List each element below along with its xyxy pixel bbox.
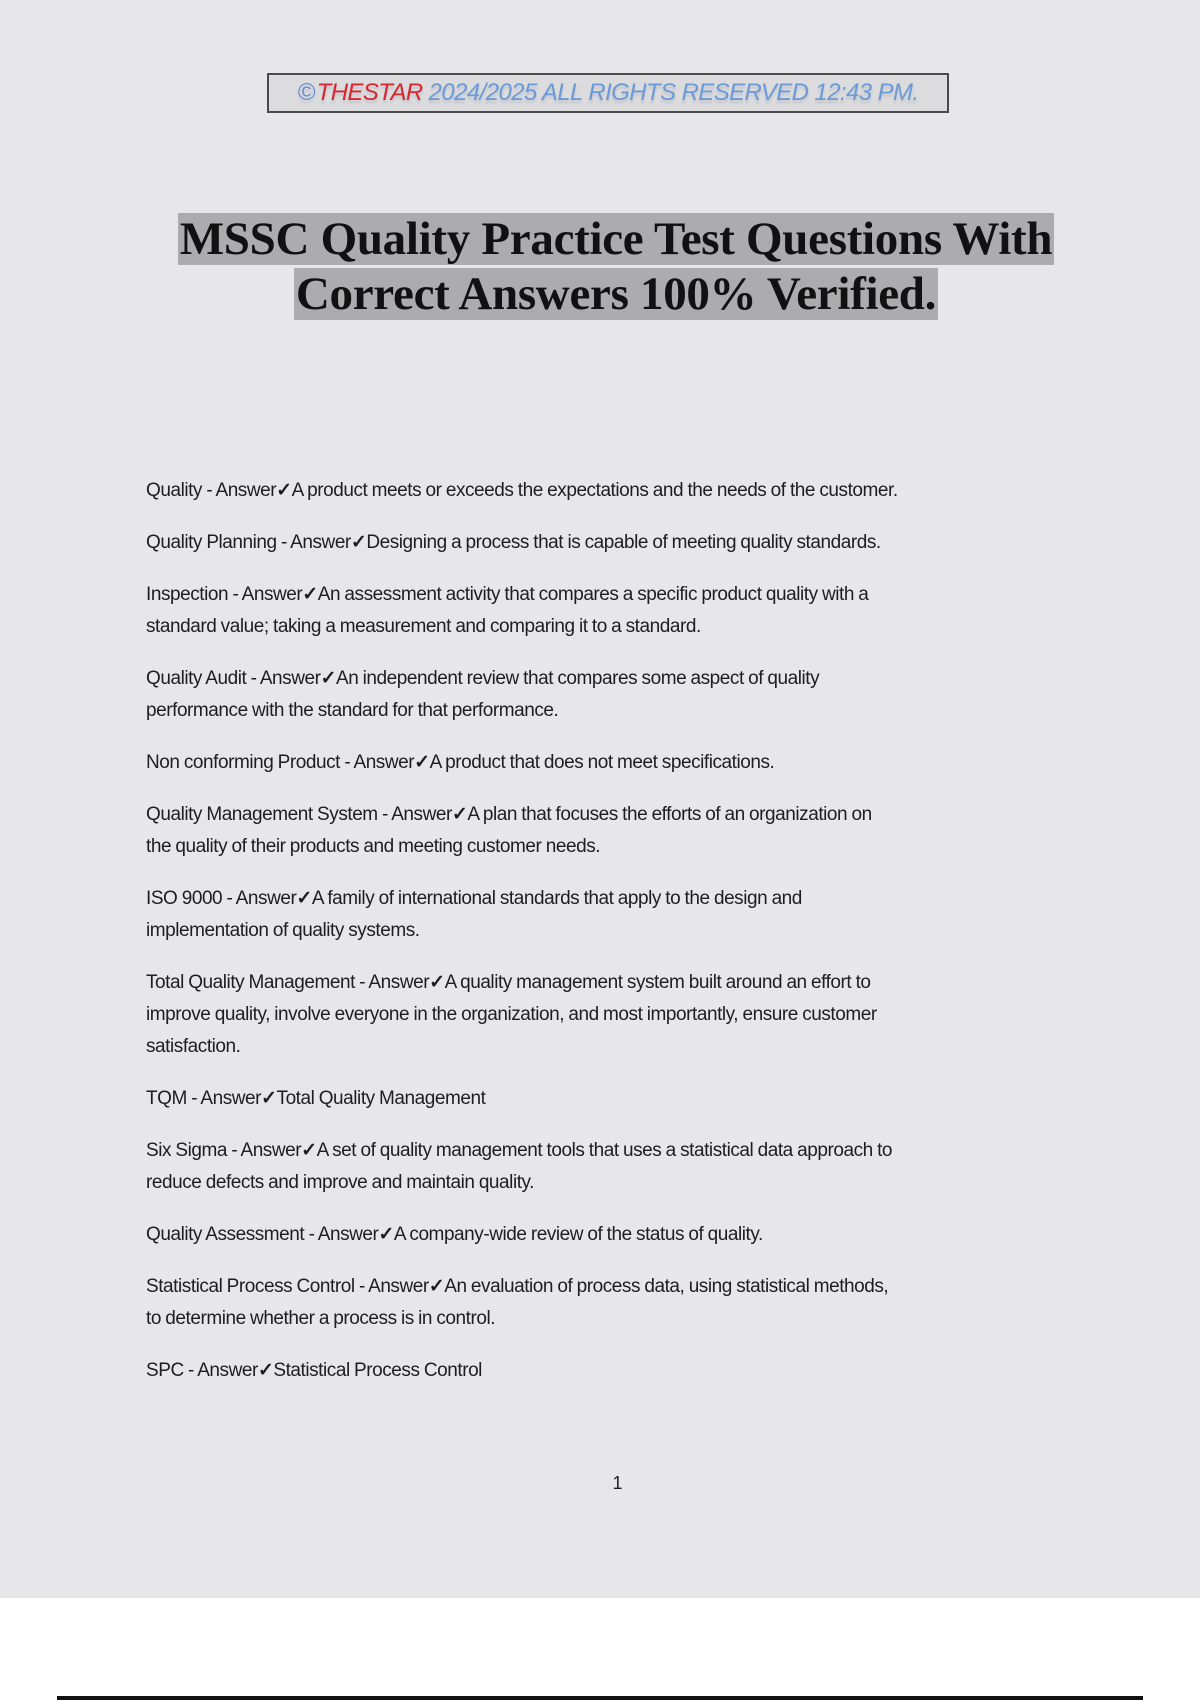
qa-answer-text: A product meets or exceeds the expectations and the needs of the customer. (291, 480, 898, 501)
qa-line (146, 611, 1106, 643)
page-number: 1 (612, 1473, 623, 1493)
answer-label: - Answer (339, 752, 415, 773)
checkmark-icon: ✓ (428, 1276, 445, 1297)
qa-item (146, 747, 1106, 779)
qa-item (146, 1135, 1106, 1199)
answer-label: - Answer (377, 804, 452, 825)
qa-line (146, 747, 1106, 779)
qa-answer-text: performance with the standard for that performance. (146, 700, 559, 721)
qa-answer-text: An independent review that compares some aspect of quality (335, 668, 820, 689)
qa-term: Quality Assessment (146, 1224, 305, 1245)
qa-answer-text: satisfaction. (146, 1036, 241, 1057)
qa-answer-text: reduce defects and improve and maintain quality. (146, 1172, 535, 1193)
answer-label: - Answer (183, 1360, 258, 1381)
qa-term: Total Quality Management (146, 972, 355, 993)
answer-label: - Answer (226, 1140, 302, 1161)
qa-answer-text: An assessment activity that compares a specific product quality with a (317, 584, 869, 605)
qa-line (146, 475, 1106, 507)
qa-item (146, 1271, 1106, 1335)
qa-term: Quality (146, 480, 202, 501)
qa-line (146, 1219, 1106, 1251)
answer-label: - Answer (304, 1224, 379, 1245)
qa-term: ISO 9000 (146, 888, 223, 909)
qa-line (146, 663, 1106, 695)
title-line-1: MSSC Quality Practice Test Questions With (179, 213, 1053, 265)
qa-line (146, 883, 1106, 915)
checkmark-icon: ✓ (451, 804, 468, 825)
checkmark-icon: ✓ (261, 1088, 277, 1109)
checkmark-icon: ✓ (257, 1360, 274, 1381)
qa-item (146, 527, 1106, 559)
qa-item (146, 475, 1106, 507)
qa-line (146, 799, 1106, 831)
qa-term: Quality Planning (146, 532, 277, 553)
qa-line (146, 999, 1106, 1031)
qa-answer-text: A plan that focuses the efforts of an organization on (467, 804, 872, 825)
footer-divider (57, 1696, 1143, 1700)
qa-term: Inspection (146, 584, 229, 605)
checkmark-icon: ✓ (429, 972, 445, 993)
answer-label: - Answer (201, 480, 277, 501)
qa-term: Quality Audit (146, 668, 247, 689)
qa-answer-text: A set of quality management tools that uses a statistical data approach to (316, 1140, 893, 1161)
qa-term: SPC (146, 1360, 184, 1381)
document-title (0, 210, 1200, 324)
qa-line (146, 527, 1106, 559)
copyright-banner (267, 73, 949, 113)
qa-term: Non conforming Product (146, 752, 340, 773)
qa-answer-text: An evaluation of process data, using statistical methods, (444, 1276, 889, 1297)
qa-answer-text: Statistical Process Control (273, 1360, 482, 1381)
qa-term: Six Sigma (146, 1140, 227, 1161)
qa-item (146, 967, 1106, 1063)
answer-label: - Answer (228, 584, 303, 605)
qa-answer-text: Total Quality Management (276, 1088, 486, 1109)
qa-item (146, 1083, 1106, 1115)
qa-answer-text: A product that does not meet specifications. (429, 752, 775, 773)
qa-answer-text: improve quality, involve everyone in the organization, and most importantly, ensure customer (146, 1004, 877, 1025)
brand-name: THESTAR (316, 79, 423, 106)
answer-label: - Answer (222, 888, 297, 909)
checkmark-icon: ✓ (320, 668, 336, 689)
answer-label: - Answer (186, 1088, 262, 1109)
qa-term: Statistical Process Control (146, 1276, 355, 1297)
qa-answer-text: A family of international standards that apply to the design and (311, 888, 802, 909)
rights-text: 2024/2025 ALL RIGHTS RESERVED 12:43 PM. (428, 79, 919, 106)
qa-term: TQM (146, 1088, 187, 1109)
answer-label: - Answer (246, 668, 321, 689)
qa-answer-text: A quality management system built around an effort to (444, 972, 871, 993)
answer-label: - Answer (354, 1276, 429, 1297)
qa-list (146, 475, 1106, 1407)
checkmark-icon: ✓ (414, 752, 430, 773)
checkmark-icon: ✓ (296, 888, 312, 909)
qa-answer-text: the quality of their products and meeting customer needs. (146, 836, 601, 857)
qa-line (146, 579, 1106, 611)
qa-answer-text: A company-wide review of the status of quality. (393, 1224, 763, 1245)
qa-answer-text: Designing a process that is capable of meeting quality standards. (366, 532, 881, 553)
checkmark-icon: ✓ (302, 584, 318, 605)
qa-line (146, 1167, 1106, 1199)
qa-item (146, 883, 1106, 947)
checkmark-icon: ✓ (350, 532, 367, 553)
answer-label: - Answer (276, 532, 351, 553)
qa-line (146, 915, 1106, 947)
qa-answer-text: standard value; taking a measurement and comparing it to a standard. (146, 616, 701, 637)
qa-line (146, 831, 1106, 863)
qa-item (146, 1219, 1106, 1251)
title-line-2: Correct Answers 100% Verified. (295, 268, 937, 320)
qa-item (146, 799, 1106, 863)
qa-line (146, 1271, 1106, 1303)
qa-line (146, 1031, 1106, 1063)
qa-answer-text: implementation of quality systems. (146, 920, 420, 941)
qa-line (146, 1355, 1106, 1387)
checkmark-icon: ✓ (276, 480, 292, 501)
qa-item (146, 579, 1106, 643)
answer-label: - Answer (354, 972, 430, 993)
qa-line (146, 695, 1106, 727)
copyright-symbol: © (297, 79, 315, 106)
qa-answer-text: to determine whether a process is in control. (146, 1308, 496, 1329)
checkmark-icon: ✓ (301, 1140, 317, 1161)
qa-line (146, 967, 1106, 999)
qa-item (146, 663, 1106, 727)
qa-line (146, 1303, 1106, 1335)
checkmark-icon: ✓ (378, 1224, 394, 1245)
qa-term: Quality Management System (146, 804, 378, 825)
qa-line (146, 1083, 1106, 1115)
qa-line (146, 1135, 1106, 1167)
qa-item (146, 1355, 1106, 1387)
